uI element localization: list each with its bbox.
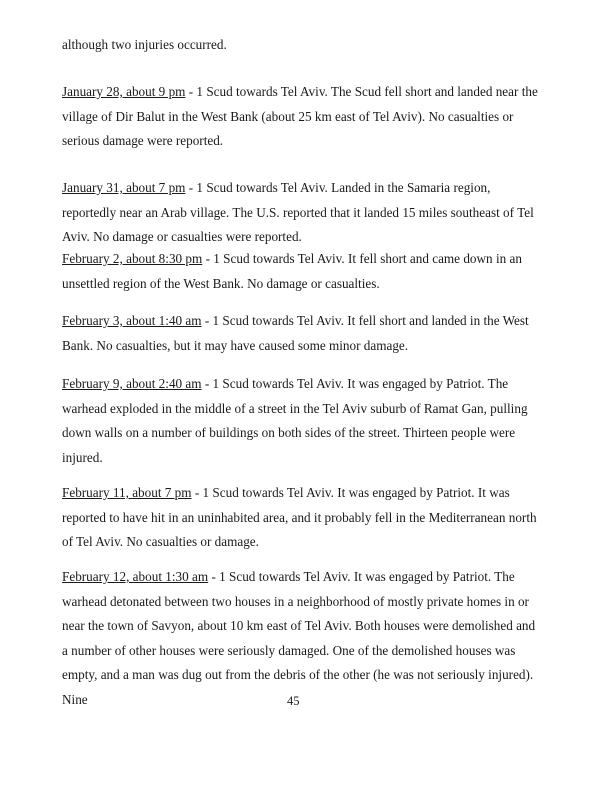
entry-date: January 31, about 7 pm	[62, 180, 186, 195]
page-number: 45	[287, 694, 300, 708]
entry-date: January 28, about 9 pm	[62, 84, 186, 99]
entry-text: - 1 Scud towards Tel Aviv. It fell short and came down in an unsettled region of the West Bank. No damage or casualties.	[62, 251, 522, 291]
entry-text: - 1 Scud towards Tel Aviv. It fell short and landed in the West Bank. No casualties, but it may have caused some minor damage.	[62, 313, 529, 353]
entry-date: February 9, about 2:40 am	[62, 376, 202, 391]
entry-text: - 1 Scud towards Tel Aviv. The Scud fell short and landed near the village of Dir Balut in the West Bank (about 25 km east of Tel Aviv). No casualties or serious damage were reported.	[62, 84, 538, 149]
entry-jan-28	[62, 80, 540, 154]
continuation-text: although two injuries occurred.	[62, 37, 227, 52]
entry-text: - 1 Scud towards Tel Aviv. Landed in the Samaria region, reportedly near an Arab village. The U.S. reported that it landed 15 miles southeast of Tel Aviv. No damage or casualties were reported.	[62, 180, 534, 245]
entry-feb-11	[62, 481, 540, 555]
entry-date: February 3, about 1:40 am	[62, 313, 202, 328]
entry-date: February 11, about 7 pm	[62, 485, 192, 500]
entry-feb-12	[62, 565, 540, 713]
entry-text: - 1 Scud towards Tel Aviv. It was engaged by Patriot. It was reported to have hit in an uninhabited area, and it probably fell in the Mediterranean north of Tel Aviv. No casualties or damage.	[62, 485, 537, 550]
entry-text: - 1 Scud towards Tel Aviv. It was engaged by Patriot. The warhead exploded in the middle of a street in the Tel Aviv suburb of Ramat Gan, pulling down walls on a number of buildings on both sides of the street. Thirteen people were injured.	[62, 376, 528, 465]
entry-feb-2	[62, 247, 540, 296]
entry-jan-31	[62, 176, 540, 250]
entry-date: February 2, about 8:30 pm	[62, 251, 203, 266]
entry-text: - 1 Scud towards Tel Aviv. It was engaged by Patriot. The warhead detonated between two houses in a neighborhood of mostly private homes in or near the town of Savyon, about 10 km east of Tel Aviv. Both houses were demolished and a number of other houses were seriously damaged. One of the demolished houses was empty, and a man was dug out from the debris of the other (he was not seriously injured). Nine	[62, 569, 536, 707]
entry-feb-3	[62, 309, 540, 358]
entry-date: February 12, about 1:30 am	[62, 569, 209, 584]
entry-feb-9	[62, 372, 540, 470]
